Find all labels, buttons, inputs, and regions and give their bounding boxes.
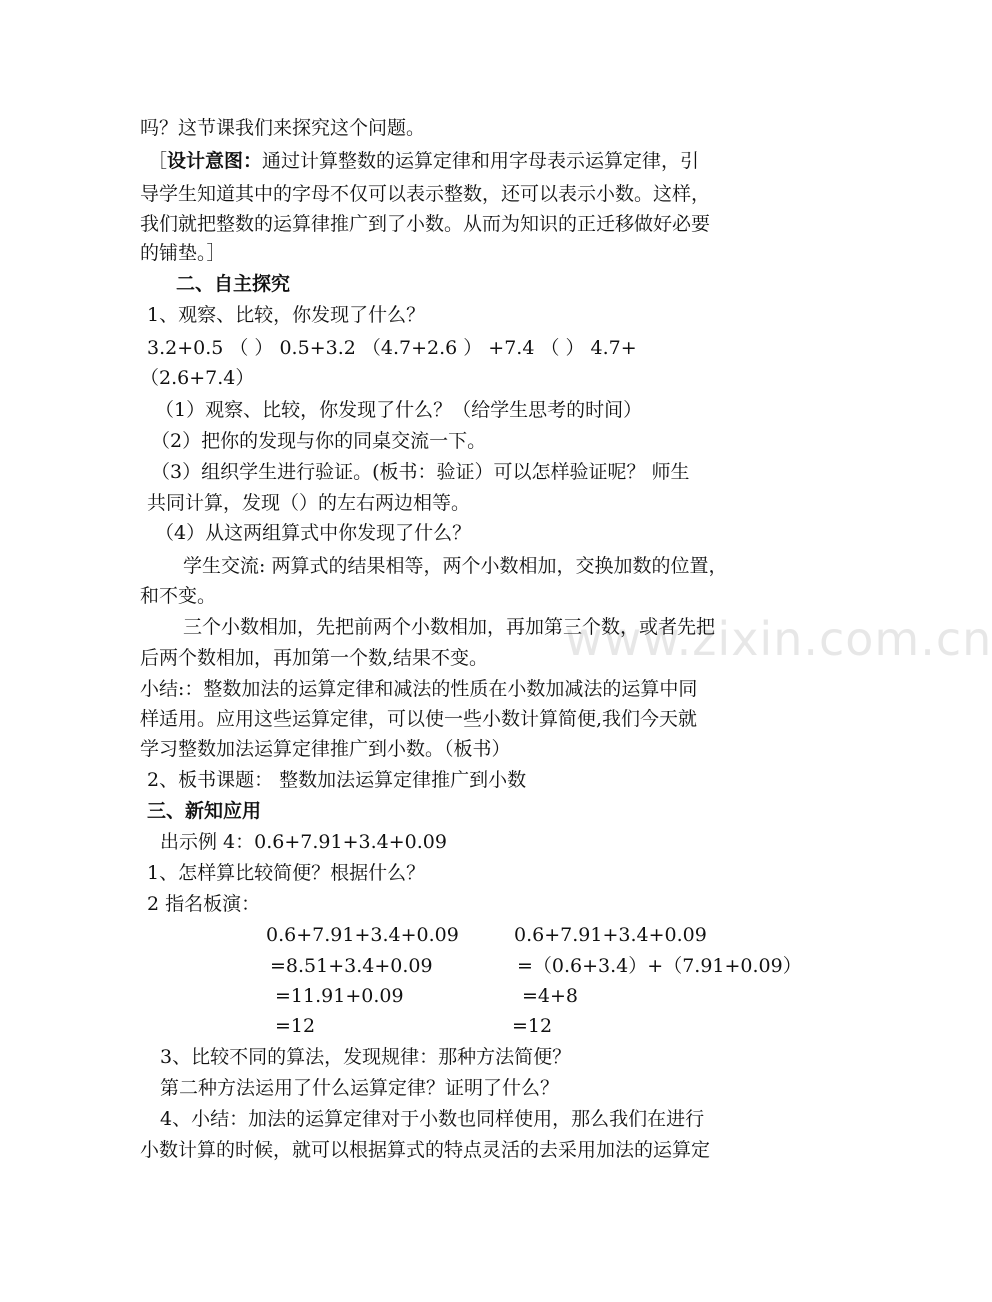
method1-step: =11.91+0.09	[275, 985, 404, 1007]
section3-summary-line1: 4、小结：加法的运算定律对于小数也同样使用，那么我们在进行	[160, 1108, 705, 1130]
sub-question-3-cont: 共同计算，发现（）的左右两边相等。	[147, 492, 471, 514]
sub-question-4: （4）从这两组算式中你发现了什么？	[155, 522, 472, 544]
method2-step: =12	[512, 1015, 553, 1037]
design-intent-text: 通过计算整数的运算定律和用字母表示运算定律，引	[262, 150, 700, 172]
method1-step: =12	[275, 1015, 316, 1037]
three-decimals-rule-cont: 后两个数相加，再加第一个数,结果不变。	[140, 647, 489, 669]
section3-heading: 三、新知应用	[147, 800, 262, 822]
watermark: www.zixin.com.cn	[565, 612, 992, 666]
summary-line3: 学习整数加法运算定律推广到小数。（板书）	[140, 738, 511, 760]
section2-heading: 二、自主探究	[176, 273, 291, 295]
intro-tail: 吗？这节课我们来探究这个问题。	[140, 117, 426, 139]
student-exchange: 学生交流: 两算式的结果相等，两个小数相加，交换加数的位置，	[183, 555, 728, 577]
method2-step: =4+8	[522, 985, 579, 1007]
method1-step: 0.6+7.91+3.4+0.09	[266, 924, 459, 946]
section3-question2: 2 指名板演：	[147, 893, 261, 915]
section2-question1: 1、观察、比较，你发现了什么？	[147, 304, 426, 326]
sub-question-3: （3）组织学生进行验证。(板书：验证）可以怎样验证呢？ 师生	[151, 461, 690, 483]
example-4: 出示例 4：0.6+7.91+3.4+0.09	[160, 831, 447, 853]
comparison-expressions: 3.2+0.5 （ ） 0.5+3.2 （4.7+2.6 ） +7.4 （ ） 4.7+	[147, 337, 637, 359]
design-intent-line4: 的铺垫。］	[140, 242, 226, 264]
summary-line2: 样适用。应用这些运算定律，可以使一些小数计算简便,我们今天就	[140, 708, 698, 730]
three-decimals-rule: 三个小数相加，先把前两个小数相加，再加第三个数，或者先把	[183, 616, 716, 638]
lesson-title-question: 2、板书课题： 整数加法运算定律推广到小数	[147, 769, 527, 791]
section3-summary-line2: 小数计算的时候，就可以根据算式的特点灵活的去采用加法的运算定	[140, 1139, 711, 1161]
design-intent-line3: 我们就把整数的运算律推广到了小数。从而为知识的正迁移做好必要	[140, 213, 711, 235]
design-intent-label: 设计意图：	[167, 150, 263, 172]
method2-step: 0.6+7.91+3.4+0.09	[514, 924, 707, 946]
sub-question-2: （2）把你的发现与你的同桌交流一下。	[151, 430, 487, 452]
section3-question3: 3、比较不同的算法，发现规律：那种方法简便？	[160, 1046, 572, 1068]
summary-line1: 小结:：整数加法的运算定律和减法的性质在小数加减法的运算中同	[140, 678, 698, 700]
section3-question3-follow: 第二种方法运用了什么运算定律？证明了什么？	[160, 1077, 560, 1099]
design-intent-line1	[148, 148, 699, 174]
comparison-expressions-cont: （2.6+7.4）	[140, 367, 255, 389]
method1-step: =8.51+3.4+0.09	[270, 955, 433, 977]
student-exchange-cont: 和不变。	[140, 585, 217, 607]
design-intent-line2: 导学生知道其中的字母不仅可以表示整数，还可以表示小数。这样，	[140, 183, 711, 205]
section3-question1: 1、怎样算比较简便？根据什么？	[147, 862, 426, 884]
sub-question-1: （1）观察、比较，你发现了什么？（给学生思考的时间）	[155, 399, 643, 421]
open-bracket: ［	[148, 150, 168, 172]
method2-step: =（0.6+3.4）+（7.91+0.09）	[517, 955, 802, 977]
